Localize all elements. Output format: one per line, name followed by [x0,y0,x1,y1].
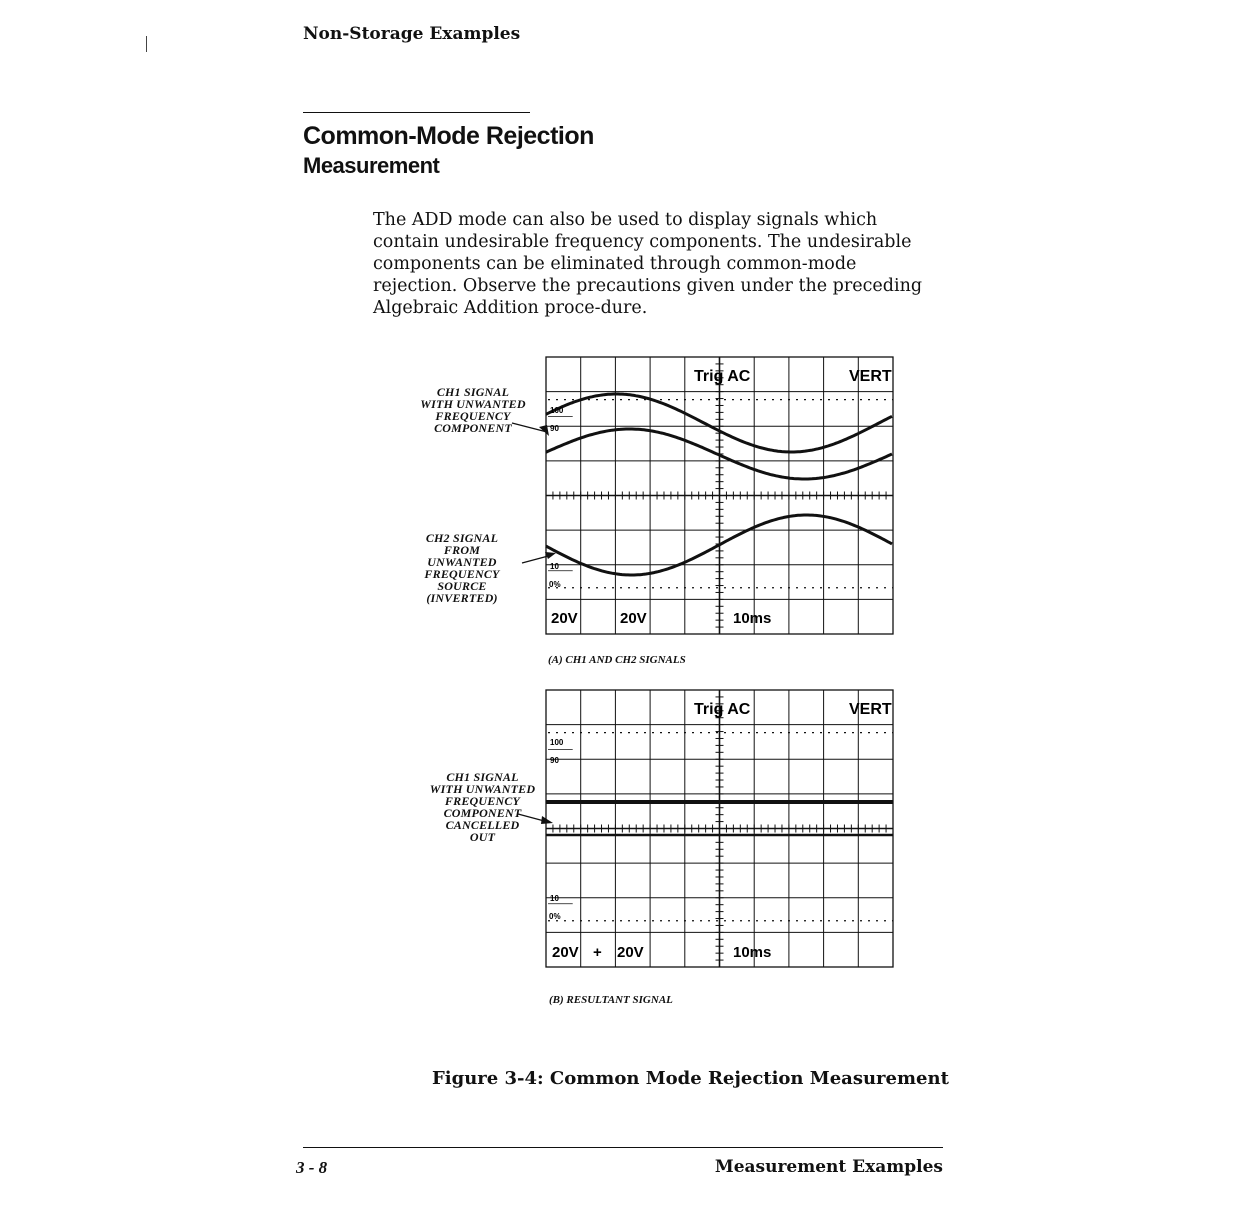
tick-label-0: 0% [549,580,561,589]
timebase-readout: 10ms [733,944,772,961]
screen-b-graticule [546,690,893,967]
plus-readout: + [593,944,602,961]
page-number: 3 - 8 [296,1158,328,1177]
body-paragraph: The ADD mode can also be used to display signals which contain undesirable frequency components. The undesirable components can be eliminated through common-mode rejection. Observe the precautions given under the preceding Algebraic Addition proce-dure. [373,210,923,318]
label-line: WITH UNWANTED [420,397,526,411]
ch2-pointer-arrowhead [545,552,556,559]
tick-label-0: 0% [549,912,561,921]
label-line: FREQUENCY [424,567,500,581]
screen-a-graticule [546,357,893,634]
vert-readout: VERT [849,701,892,718]
label-line: OUT [469,830,496,844]
result-pointer-arrowhead [541,816,553,824]
screen-b-caption: (B) RESULTANT SIGNAL [549,994,673,1006]
footer-rule [303,1147,943,1148]
tick-label-100: 100 [550,738,564,747]
tick-label-90: 90 [550,424,559,433]
label-line: COMPONENT [443,806,522,820]
tick-label-10: 10 [550,562,559,571]
label-line: FREQUENCY [435,409,511,423]
tick-label-90: 90 [550,756,559,765]
ch1-scale-readout: 20V [551,610,578,627]
ch2-scale-readout: 20V [620,610,647,627]
running-header: Non-Storage Examples [303,24,521,44]
label-line: SOURCE [437,579,487,593]
label-line: CH2 SIGNAL [425,531,499,545]
trig-readout: Trig AC [694,701,751,718]
label-line: COMPONENT [434,421,512,435]
label-line: WITH UNWANTED [429,782,536,796]
label-line: CH1 SIGNAL [436,385,510,399]
label-line: (INVERTED) [426,591,498,605]
oscilloscope-screen-a [512,357,893,634]
footer-chapter-title: Measurement Examples [714,1157,943,1177]
label-line: CH1 SIGNAL [446,770,519,784]
label-line: FREQUENCY [444,794,521,808]
section-title-line2: Measurement [303,153,440,178]
ch1-scale-readout: 20V [552,944,579,961]
timebase-readout: 10ms [733,610,772,627]
screen-a-caption: (A) CH1 AND CH2 SIGNALS [548,654,686,666]
label-line: CANCELLED [445,818,520,832]
tick-label-100: 100 [550,406,564,415]
figure-caption: Figure 3-4: Common Mode Rejection Measurement [432,1068,949,1089]
tick-label-10: 10 [550,894,559,903]
ch2-scale-readout: 20V [617,944,644,961]
label-line: FROM UNWANTED [427,543,497,569]
vert-readout: VERT [849,368,892,385]
oscilloscope-screen-b [518,690,893,967]
section-title-line1: Common-Mode Rejection [303,122,594,150]
trig-readout: Trig AC [694,368,751,385]
